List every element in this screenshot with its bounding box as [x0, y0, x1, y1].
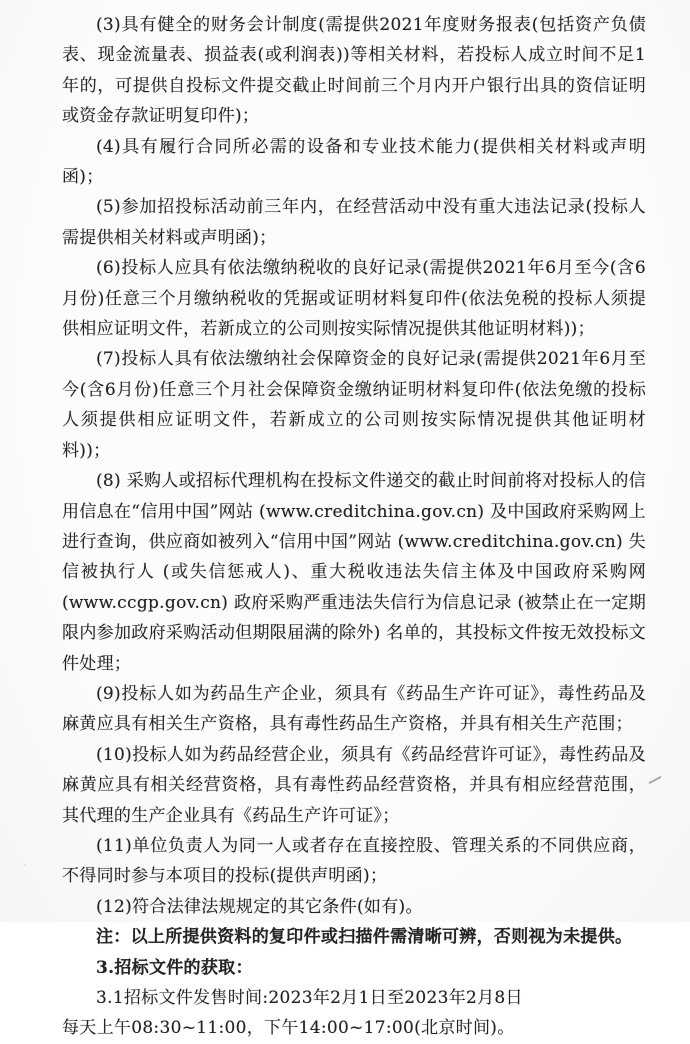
scan-dot-speck — [336, 792, 339, 794]
clause-5-no-major-violations: (5)参加招投标活动前三年内，在经营活动中没有重大违法记录(投标人需提供相关材料或声明函)； — [62, 197, 646, 248]
clause-12-other-conditions: (12)符合法律法规规定的其它条件(如有)。 — [96, 896, 423, 917]
clause-7-social-security-record: (7)投标人具有依法缴纳社会保障资金的良好记录(需提供2021年6月至今(含6月份)任意三个月社会保障资金缴纳证明材料复印件(依法免缴的投标人须提供相应证明文件，若新成立的公司则按实际情况提供其他证明材料))； — [62, 349, 646, 461]
clause-4-equipment-capability: (4)具有履行合同所必需的设备和专业技术能力(提供相关材料或声明函)； — [62, 136, 646, 188]
scan-pen-speck — [648, 776, 661, 784]
section-3-heading: 3.招标文件的获取： — [96, 957, 253, 978]
document-body — [62, 10, 646, 1044]
clause-3-financial-accounting: (3)具有健全的财务会计制度(需提供2021年度财务报表(包括资产负债表、现金流量表、损益表(或利润表))等相关材料，若投标人成立时间不足1年的，可提供自投标文件提交截止时间前三个月内开户银行出具的资信证明或资金存款证明复印件)； — [62, 15, 646, 127]
scan-dot-speck — [566, 152, 569, 155]
clause-8-credit-check: (8) 采购人或招标代理机构在投标文件递交的截止时间前将对投标人的信用信息在“信用中国”网站 (www.creditchina.gov.cn) 及中国政府采购网上进行查询，供应商如被列入“信用中国”网站 (www.creditchina.gov.cn) 失信被执行人 (或失信惩戒人)、重大税收违法失信主体及中国政府采购网 (www.ccgp.gov.cn) 政府采购严重违法失信行为信息记录 (被禁止在一定期限内参加政府采购活动但期限届满的除外) 名单的，其投标文件按无效投标文件处理； — [62, 471, 646, 674]
clause-11-same-responsible-person: (11)单位负责人为同一人或者存在直接控股、管理关系的不同供应商，不得同时参与本项目的投标(提供声明函)； — [62, 835, 646, 887]
clause-3-1-sale-period: 3.1招标文件发售时间:2023年2月1日至2023年2月8日 — [96, 988, 523, 1008]
scan-dot-speck — [24, 864, 26, 866]
note-legibility: 注：以上所提供资料的复印件或扫描件需清晰可辨，否则视为未提供。 — [96, 927, 633, 948]
clause-10-drug-distributor-license: (10)投标人如为药品经营企业，须具有《药品经营许可证》，毒性药品及麻黄应具有相关经营资格，具有毒性药品经营资格，并具有相应经营范围，其代理的生产企业具有《药品生产许可证》； — [62, 744, 646, 826]
sale-hours: 每天上午08:30~11:00，下午14:00~17:00(北京时间)。 — [62, 1018, 515, 1039]
clause-9-drug-manufacturer-license: (9)投标人如为药品生产企业，须具有《药品生产许可证》，毒性药品及麻黄应具有相关生产资格，具有毒性药品生产资格，并具有相关生产范围； — [62, 683, 646, 735]
clause-6-tax-payment-record: (6)投标人应具有依法缴纳税收的良好记录(需提供2021年6月至今(含6月份)任意三个月缴纳税收的凭据或证明材料复印件(依法免税的投标人须提供相应证明文件，若新成立的公司则按实际情况提供其他证明材料))； — [62, 258, 646, 340]
